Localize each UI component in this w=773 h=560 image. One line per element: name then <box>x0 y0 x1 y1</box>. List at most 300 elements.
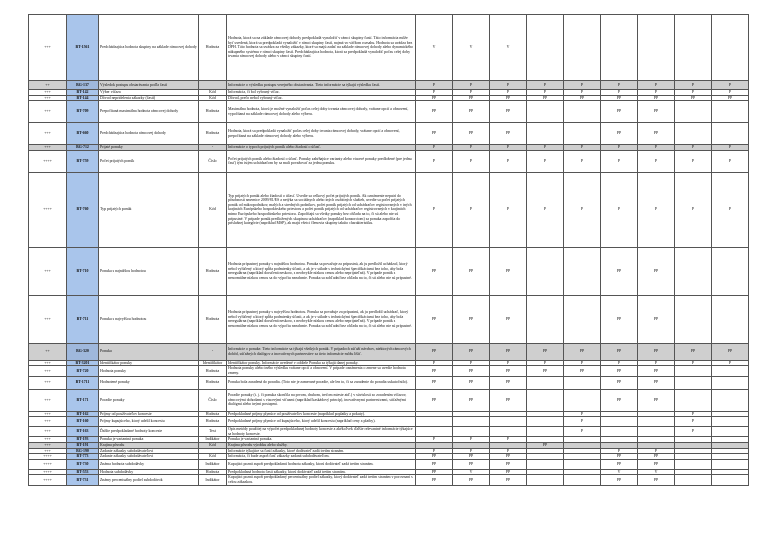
level-cell: ++++ <box>29 459 67 469</box>
format-cell: Hodnota <box>199 295 227 343</box>
element-name-cell: Predchádzajúca hodnota rámcovej dohody <box>99 123 199 145</box>
form-value-cell <box>527 475 564 485</box>
form-value-cell: PP <box>527 343 564 360</box>
form-value-cell: PP <box>490 343 527 360</box>
form-value-cell: PP <box>601 247 638 295</box>
table-row <box>29 15 749 81</box>
format-cell: Hodnota <box>199 247 227 295</box>
level-cell: +++ <box>29 417 67 427</box>
description-cell: Krajina pôvodu výrobku alebo služby. <box>227 442 416 448</box>
description-cell: Kupujúci pozná aspoň predpokladanú hodnotu zákazky, ktorú dodávateľ zadá tretím stranám. <box>227 459 416 469</box>
form-value-cell <box>527 101 564 123</box>
form-value-cell: PP <box>416 247 453 295</box>
level-cell: +++ <box>29 442 67 448</box>
description-cell: Hodnota ponuky alebo iného výsledku vrátane opcií a obnovení. V prípade oznámenia o zmene sa uvedie hodnota zmeny. <box>227 366 416 376</box>
description-cell: Maximálna hodnota, ktorú je možné vynaložiť počas celej doby trvania rámcovej dohody, vrátane opcií a obnovení, vypočítaná na základe rámcovej dohody alebo výberu. <box>227 101 416 123</box>
description-cell: Informácie týkajúce sa častí zákazky, ktoré dodávateľ zadá tretím stranám. <box>227 448 416 454</box>
form-value-cell: PP <box>416 343 453 360</box>
element-name-cell: Ponuka je variantná ponuka <box>99 437 199 443</box>
form-value-cell <box>712 376 749 389</box>
form-value-cell <box>527 389 564 411</box>
form-value-cell <box>712 475 749 485</box>
form-value-cell: PP <box>416 469 453 475</box>
form-value-cell: P <box>638 172 675 247</box>
form-value-cell: PP <box>490 295 527 343</box>
form-value-cell: P <box>601 90 638 96</box>
form-value-cell: P <box>712 145 749 151</box>
element-name-cell: Ponuka s najnižšou hodnotou <box>99 247 199 295</box>
element-id-cell: BT-730 <box>67 459 99 469</box>
level-cell: +++ <box>29 411 67 417</box>
level-cell: +++ <box>29 360 67 366</box>
form-value-cell <box>712 459 749 469</box>
form-value-cell: P <box>416 81 453 90</box>
form-value-cell: P <box>638 360 675 366</box>
form-value-cell <box>564 376 601 389</box>
element-id-cell: BT-1711 <box>67 376 99 389</box>
form-value-cell: PP <box>638 123 675 145</box>
form-value-cell <box>675 123 712 145</box>
form-value-cell: P <box>490 145 527 151</box>
element-id-cell: BT-660 <box>67 123 99 145</box>
form-value-cell: PP <box>601 366 638 376</box>
form-value-cell: P <box>416 90 453 96</box>
description-cell: Typ prijatých ponúk alebo žiadostí o účasť. Uvedie sa celkový počet prijatých ponúk. Ak oznámenie nepatrí do pôsobnosti smernice 2009/81/ES a netýka sa sociálnych alebo iných osobitných služieb, uvedie sa počet prijatých ponúk od mikropodnikov, malých a stredných podnikov, počet ponúk prijatých od uchádzačov registrovaných v iných krajinách Európskeho hospodárskeho priestoru a počet ponúk prijatých od uchádzačov registrovaných v krajinách mimo Európskeho hospodárskeho priestoru. Započítajú sa všetky ponuky bez ohľadu na to, či sú alebo nie sú prípustné. V prípade ponúk predložených skupinou uchádzačov (napríklad konzorciom) sa ponuka započíta do príslušnej kategórie (napríklad MSP), ak majú všetci členovia skupiny takúto charakteristiku. <box>227 172 416 247</box>
form-value-cell: P <box>675 411 712 417</box>
format-cell: Hodnota <box>199 376 227 389</box>
level-cell: +++ <box>29 427 67 437</box>
form-value-cell: P <box>490 448 527 454</box>
format-cell <box>199 81 227 90</box>
element-id-cell: BG-190 <box>67 448 99 454</box>
element-id-cell: BT-759 <box>67 150 99 172</box>
form-value-cell <box>675 376 712 389</box>
level-cell: ++ <box>29 343 67 360</box>
element-id-cell: BT-760 <box>67 172 99 247</box>
form-value-cell <box>564 15 601 81</box>
form-value-cell: PP <box>527 442 564 448</box>
format-cell: Kód <box>199 95 227 101</box>
form-value-cell: P <box>675 145 712 151</box>
form-value-cell <box>527 376 564 389</box>
level-cell: ++++ <box>29 172 67 247</box>
form-value-cell: PP <box>601 389 638 411</box>
form-value-cell: P <box>675 90 712 96</box>
form-value-cell: P <box>490 81 527 90</box>
form-value-cell: PP <box>638 454 675 460</box>
description-cell: Opis metódy použitej na výpočet predpokladanej hodnoty koncesie a akékoľvek ďalšie relevantné informácie týkajúce sa hodnoty koncesie. <box>227 427 416 437</box>
form-value-cell <box>527 459 564 469</box>
form-value-cell: P <box>601 448 638 454</box>
form-value-cell: PP <box>453 295 490 343</box>
form-value-cell <box>675 247 712 295</box>
form-value-cell: PP <box>490 366 527 376</box>
form-value-cell <box>564 101 601 123</box>
form-value-cell <box>712 427 749 437</box>
level-cell: +++ <box>29 295 67 343</box>
form-value-cell <box>564 247 601 295</box>
form-value-cell <box>712 366 749 376</box>
description-cell: Poradie ponuky (t. j. či ponuka skončila na prvom, druhom, treťom mieste atď.) v súvislosti so zoradením víťazov, rámcovými dohodami s viacerými víťazmi (napríklad kaskádový princíp), inovatívnymi partnerstvami, súťažnými dialógmi alebo inými postupmi. <box>227 389 416 411</box>
form-value-cell: PP <box>416 101 453 123</box>
form-value-cell: PP <box>601 459 638 469</box>
form-value-cell <box>601 427 638 437</box>
form-value-cell: P <box>527 145 564 151</box>
form-value-cell <box>527 417 564 427</box>
form-value-cell <box>675 15 712 81</box>
element-id-cell: BT-144 <box>67 95 99 101</box>
form-value-cell: PP <box>601 454 638 460</box>
element-name-cell: Ponuka <box>99 343 199 360</box>
form-value-cell: PP <box>453 366 490 376</box>
form-value-cell <box>675 366 712 376</box>
form-value-cell: P <box>638 81 675 90</box>
table-row <box>29 101 749 123</box>
form-value-cell: P <box>490 360 527 366</box>
form-value-cell: P <box>564 150 601 172</box>
form-value-cell: PP <box>675 95 712 101</box>
form-value-cell <box>527 427 564 437</box>
element-id-cell: BT-160 <box>67 417 99 427</box>
form-value-cell <box>712 247 749 295</box>
format-cell: Kód <box>199 172 227 247</box>
data-table <box>28 14 749 486</box>
element-id-cell: BT-720 <box>67 366 99 376</box>
form-value-cell: PP <box>638 376 675 389</box>
description-cell: Ponuka bola zaradená do poradia. (Toto nie je zamerané poradie, ale len to, či sa zaradenie do poradia uskutočnilo). <box>227 376 416 389</box>
form-value-cell: P <box>527 172 564 247</box>
element-id-cell: BT-1561 <box>67 15 99 81</box>
form-value-cell <box>527 123 564 145</box>
table-row <box>29 459 749 469</box>
level-cell: +++ <box>29 15 67 81</box>
element-id-cell: BT-142 <box>67 90 99 96</box>
form-value-cell: V <box>453 15 490 81</box>
form-value-cell: PP <box>416 366 453 376</box>
format-cell: Kód <box>199 454 227 460</box>
level-cell: ++++ <box>29 150 67 172</box>
element-name-cell: Prijaté ponuky <box>99 145 199 151</box>
form-value-cell: PP <box>490 469 527 475</box>
form-value-cell: P <box>638 90 675 96</box>
element-name-cell: Počet prijatých ponúk <box>99 150 199 172</box>
element-id-cell: BT-711 <box>67 295 99 343</box>
form-value-cell: P <box>712 81 749 90</box>
form-value-cell: PP <box>638 295 675 343</box>
format-cell: Hodnota <box>199 411 227 417</box>
form-value-cell <box>416 427 453 437</box>
form-value-cell: PP <box>416 123 453 145</box>
form-value-cell: P <box>601 172 638 247</box>
form-value-cell <box>675 295 712 343</box>
form-value-cell: PP <box>453 475 490 485</box>
element-name-cell: Predchádzajúca hodnota skupiny na základe rámcovej dohody <box>99 15 199 81</box>
form-value-cell: P <box>416 437 453 443</box>
form-value-cell: PP <box>638 343 675 360</box>
form-value-cell: PP <box>638 101 675 123</box>
form-value-cell: P <box>564 81 601 90</box>
form-value-cell: P <box>490 150 527 172</box>
element-name-cell: Príjmy od používateľov koncesie <box>99 411 199 417</box>
level-cell: +++ <box>29 366 67 376</box>
form-value-cell: PP <box>453 95 490 101</box>
table-row <box>29 172 749 247</box>
element-name-cell: Hodnota subdodávky <box>99 469 199 475</box>
form-value-cell <box>527 15 564 81</box>
form-value-cell: P <box>638 448 675 454</box>
level-cell: +++ <box>29 247 67 295</box>
form-value-cell: PP <box>453 247 490 295</box>
form-value-cell: PP <box>490 376 527 389</box>
form-value-cell: P <box>564 411 601 417</box>
form-value-cell: PP <box>416 459 453 469</box>
level-cell: ++++ <box>29 454 67 460</box>
description-cell: Predpokladané príjmy plynúce od kupujúceho, ktorý udelil koncesiu (napríklad ceny a platby). <box>227 417 416 427</box>
description-cell: Hodnota, ktorá sa na základe rámcovej dohody predpokladá vynaložiť v rámci skupiny častí. Táto informácia môže byť uvedená, ktorá sa predpokladá vynaložiť v rámci skupiny častí, najmä vo väčšom rozsahu. Hodnota sa uvádza bez DPH. Táto hodnota sa uvádza za všetky zákazky, ktoré sa majú zadať na základe rámcovej dohody alebo dynamického nákupného systému v rámci skupiny častí. Predchádzajúca hodnota, ktorá sa predpokladá vynaložiť počas celej doby trvania rámcovej dohody alebo v rámci skupiny častí. <box>227 15 416 81</box>
form-value-cell <box>675 475 712 485</box>
element-id-cell: BT-191 <box>67 442 99 448</box>
form-value-cell: P <box>601 360 638 366</box>
form-value-cell: V <box>490 15 527 81</box>
element-id-cell: BT-162 <box>67 411 99 417</box>
format-cell: Hodnota <box>199 15 227 81</box>
form-value-cell: PP <box>453 454 490 460</box>
form-value-cell: P <box>712 90 749 96</box>
table-row <box>29 295 749 343</box>
form-value-cell: PP <box>601 295 638 343</box>
form-value-cell: PP <box>416 295 453 343</box>
form-value-cell: P <box>675 360 712 366</box>
element-name-cell: Prepočítaná maximálna hodnota rámcovej dohody <box>99 101 199 123</box>
table-row <box>29 247 749 295</box>
element-name-cell: Hodnotené ponuky <box>99 376 199 389</box>
form-value-cell: P <box>490 437 527 443</box>
form-value-cell: PP <box>453 123 490 145</box>
format-cell: - <box>199 343 227 360</box>
form-value-cell: P <box>675 417 712 427</box>
element-id-cell: BT-171 <box>67 389 99 411</box>
form-value-cell: P <box>712 150 749 172</box>
form-value-cell: P <box>638 145 675 151</box>
description-cell: Ponuka je variantná ponuka. <box>227 437 416 443</box>
form-value-cell: P <box>416 172 453 247</box>
form-value-cell: PP <box>416 376 453 389</box>
form-value-cell: V <box>416 15 453 81</box>
level-cell: ++++ <box>29 475 67 485</box>
description-cell: Informácie o výsledku postupu verejného obstarávania. Tieto informácie sa týkajú výsledku častí. <box>227 81 416 90</box>
form-value-cell: P <box>416 448 453 454</box>
form-value-cell <box>601 15 638 81</box>
element-name-cell: Príjmy kupujúceho, ktorý udelil koncesiu <box>99 417 199 427</box>
form-value-cell: P <box>490 172 527 247</box>
format-cell: Indikátor <box>199 437 227 443</box>
form-value-cell <box>638 427 675 437</box>
form-value-cell: PP <box>712 95 749 101</box>
form-value-cell: P <box>527 81 564 90</box>
description-cell: Informácia, či bol vybraný víťaz. <box>227 90 416 96</box>
format-cell: - <box>199 145 227 151</box>
form-value-cell <box>564 295 601 343</box>
element-id-cell: BT-709 <box>67 101 99 123</box>
form-value-cell: PP <box>601 475 638 485</box>
table-row <box>29 389 749 411</box>
form-value-cell: P <box>712 172 749 247</box>
element-id-cell: BG-137 <box>67 81 99 90</box>
format-cell: Indikátor <box>199 475 227 485</box>
form-value-cell <box>601 417 638 427</box>
format-cell: Text <box>199 427 227 437</box>
form-value-cell <box>712 101 749 123</box>
form-value-cell: PP <box>490 475 527 485</box>
form-value-cell: PP <box>601 343 638 360</box>
form-value-cell: P <box>453 90 490 96</box>
level-cell: +++ <box>29 95 67 101</box>
form-value-cell: PP <box>675 343 712 360</box>
form-value-cell <box>527 295 564 343</box>
form-value-cell: PP <box>638 366 675 376</box>
element-name-cell: Zadanie zákazky subdodávateľovi <box>99 448 199 454</box>
element-id-cell: BG-320 <box>67 343 99 360</box>
format-cell: Číslo <box>199 150 227 172</box>
form-value-cell: PP <box>564 343 601 360</box>
element-name-cell: Výber víťaza <box>99 90 199 96</box>
form-value-cell: P <box>416 360 453 366</box>
form-value-cell <box>564 123 601 145</box>
form-value-cell: P <box>527 360 564 366</box>
form-value-cell: PP <box>490 389 527 411</box>
level-cell: +++ <box>29 101 67 123</box>
description-cell: Predpokladané príjmy plynúce od používateľov koncesie (napríklad poplatky a pokuty). <box>227 411 416 417</box>
form-value-cell: PP <box>490 247 527 295</box>
table-row <box>29 376 749 389</box>
form-value-cell: P <box>490 90 527 96</box>
form-value-cell: PP <box>564 366 601 376</box>
form-value-cell <box>638 15 675 81</box>
element-name-cell: Ďalšie predpokladané hodnoty koncesie <box>99 427 199 437</box>
element-name-cell: Identifikátor ponuky <box>99 360 199 366</box>
form-value-cell: PP <box>601 101 638 123</box>
form-value-cell <box>416 417 453 427</box>
element-name-cell: Zadanie zákazky subdodávateľovi <box>99 454 199 460</box>
form-value-cell: P <box>564 145 601 151</box>
description-cell: Informácie o typoch prijatých ponúk alebo žiadostí o účasť. <box>227 145 416 151</box>
table-row <box>29 475 749 485</box>
form-value-cell: P <box>564 90 601 96</box>
format-cell: Číslo <box>199 389 227 411</box>
form-value-cell: PP <box>453 459 490 469</box>
format-cell: Identifikátor <box>199 360 227 366</box>
form-value-cell: P <box>638 150 675 172</box>
table-row <box>29 343 749 360</box>
description-cell: Informácie o ponuke. Tieto informácie sa týkajú všetkých ponúk. V prípadoch súťaží návrhov, niektorých rámcových dohôd, súťažných dialógov a inovatívnych partnerstiev sa tieto informácie môžu líšiť. <box>227 343 416 360</box>
level-cell: ++++ <box>29 469 67 475</box>
form-value-cell: P <box>527 150 564 172</box>
form-value-cell: PP <box>490 95 527 101</box>
level-cell: +++ <box>29 448 67 454</box>
form-value-cell: P <box>416 145 453 151</box>
table-row <box>29 417 749 427</box>
level-cell: +++ <box>29 90 67 96</box>
element-name-cell: Známa hodnota subdodávky <box>99 459 199 469</box>
format-cell: Hodnota <box>199 417 227 427</box>
form-value-cell: PP <box>490 123 527 145</box>
format-cell: Hodnota <box>199 123 227 145</box>
form-value-cell <box>564 389 601 411</box>
form-value-cell: P <box>675 427 712 437</box>
form-value-cell: PP <box>453 343 490 360</box>
form-value-cell: P <box>564 427 601 437</box>
element-id-cell: BT-163 <box>67 427 99 437</box>
form-value-cell <box>712 123 749 145</box>
description-cell: Hodnota prípustnej ponuky s najvyššou hodnotou. Ponuka sa považuje za prípustnú, ak ju predložil uchádzač, ktorý nebol vylúčený a ktorý spĺňa podmienky účasti, a ak je v súlade s technickými špecifikáciami bez toho, aby bola neregulárna (napríklad doručená neskoro, s neobvykle nízkou cenou alebo neprijateľná). V prípade ponúk s nenormálne nízkou cenou sa do výpočtu nezahrnie. Ponuka sa zohľadní bez ohľadu na to, či sú alebo nie sú prípustné. <box>227 295 416 343</box>
form-value-cell: P <box>453 145 490 151</box>
form-value-cell: P <box>416 150 453 172</box>
form-value-cell: P <box>712 360 749 366</box>
form-value-cell: P <box>564 417 601 427</box>
form-value-cell: PP <box>527 95 564 101</box>
form-value-cell: PP <box>638 247 675 295</box>
form-value-cell: PP <box>490 101 527 123</box>
level-cell: +++ <box>29 389 67 411</box>
form-value-cell <box>638 417 675 427</box>
description-cell: Informácia, či bude aspoň časť zákazky zadaná subdodávateľom. <box>227 454 416 460</box>
form-value-cell: PP <box>564 95 601 101</box>
element-id-cell: BT-710 <box>67 247 99 295</box>
form-value-cell: PP <box>416 389 453 411</box>
form-value-cell: PP <box>416 95 453 101</box>
element-id-cell: BT-731 <box>67 475 99 485</box>
form-value-cell: P <box>601 81 638 90</box>
description-cell: Počet prijatých ponúk alebo žiadostí o účasť. Ponuky zahŕňajúce varianty alebo viaceré ponuky predložené (pre jednu časť) tým istým uchádzačom by sa mali považovať za jednu ponuku. <box>227 150 416 172</box>
format-cell: Kód <box>199 442 227 448</box>
table-row <box>29 150 749 172</box>
description-cell: Identifikátor ponuky. Informácie uvedené v oddiele Ponuka sa týkajú danej ponuky. <box>227 360 416 366</box>
element-name-cell: Výsledok postupu obstarávania podľa častí <box>99 81 199 90</box>
form-value-cell: PP <box>638 459 675 469</box>
form-value-cell: V <box>453 469 490 475</box>
form-value-cell: PP <box>527 366 564 376</box>
form-value-cell: P <box>453 150 490 172</box>
table-row <box>29 123 749 145</box>
format-cell: Hodnota <box>199 101 227 123</box>
form-value-cell: V <box>601 469 638 475</box>
form-value-cell: PP <box>601 95 638 101</box>
format-cell: Hodnota <box>199 366 227 376</box>
form-value-cell: PP <box>601 376 638 389</box>
element-id-cell: BT-193 <box>67 437 99 443</box>
level-cell: +++ <box>29 376 67 389</box>
form-value-cell: P <box>675 81 712 90</box>
element-name-cell: Typ prijatých ponúk <box>99 172 199 247</box>
level-cell: +++ <box>29 437 67 443</box>
level-cell: +++ <box>29 145 67 151</box>
form-value-cell: PP <box>638 475 675 485</box>
form-value-cell: P <box>453 360 490 366</box>
form-value-cell <box>564 475 601 485</box>
table-row <box>29 366 749 376</box>
form-value-cell <box>712 389 749 411</box>
form-value-cell: P <box>564 360 601 366</box>
element-name-cell: Hodnota ponuky <box>99 366 199 376</box>
element-name-cell: Poradie ponuky <box>99 389 199 411</box>
element-name-cell: Známy percentuálny podiel subdodávok <box>99 475 199 485</box>
form-value-cell <box>453 417 490 427</box>
element-name-cell: Krajina pôvodu <box>99 442 199 448</box>
form-value-cell <box>490 417 527 427</box>
form-value-cell: PP <box>601 123 638 145</box>
form-value-cell: PP <box>416 454 453 460</box>
form-value-cell: PP <box>638 95 675 101</box>
